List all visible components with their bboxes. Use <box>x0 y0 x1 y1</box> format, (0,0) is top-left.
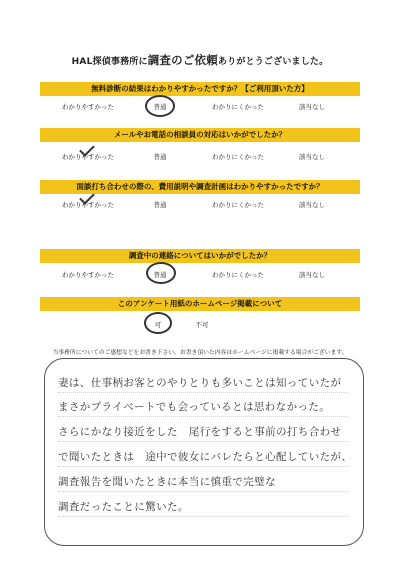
question-1: 無料診断の結果はわかりやすかったですか？【ご利用頂いた方】 <box>40 82 360 96</box>
question-5: このアンケート用紙のホームページ掲載について <box>40 297 360 311</box>
title-prefix: HAL探偵事務所に <box>71 57 148 67</box>
option-easy[interactable]: わかりやすかった <box>62 271 114 279</box>
question-3-options <box>40 200 360 212</box>
question-4-options <box>40 270 360 282</box>
question-4: 調査中の連絡についてはいかがでしたか？ <box>40 249 360 263</box>
comment-line-2: まさかプライベートでも会っているとは思わなかった。 <box>58 401 331 413</box>
option-na[interactable]: 該当なし <box>299 153 325 161</box>
ruled-line <box>58 416 348 417</box>
question-1-options <box>40 102 360 114</box>
option-normal[interactable]: 普通 <box>153 271 167 279</box>
option-no[interactable]: 不可 <box>195 321 209 329</box>
comment-line-3: さらにかなり接近をした 尾行をすると事前の打ち合わせ <box>58 426 342 438</box>
comment-line-5: 調査報告を聞いたときに本当に慎重で完璧な <box>58 476 276 488</box>
ruled-line <box>58 441 348 442</box>
title-suffix: ありがとうございました。 <box>217 57 329 67</box>
question-2-options <box>40 152 360 164</box>
option-normal[interactable]: 普通 <box>153 103 167 111</box>
selected-circle <box>145 95 175 117</box>
option-hard[interactable]: わかりにくかった <box>212 271 264 279</box>
question-2: メールやお電話の相談員の対応はいかがでしたか？ <box>40 128 360 142</box>
selected-circle <box>146 262 176 284</box>
option-hard[interactable]: わかりにくかった <box>212 201 264 209</box>
option-hard[interactable]: わかりにくかった <box>212 103 264 111</box>
option-normal[interactable]: 普通 <box>153 201 167 209</box>
option-easy[interactable]: わかりやすかった <box>62 103 114 111</box>
comment-line-1: 妻は、仕事柄お客とのやりとりも多いことは知っていたが <box>58 377 342 389</box>
comment-line-4: で聞いたときは 途中で彼女にバレたらと心配していたが、 <box>58 451 353 463</box>
option-easy[interactable]: わかりやすかった <box>62 201 114 209</box>
option-hard[interactable]: わかりにくかった <box>212 153 264 161</box>
option-easy[interactable]: わかりやすかった <box>62 153 114 161</box>
ruled-line <box>58 516 348 517</box>
option-yes[interactable]: 可 <box>154 321 162 329</box>
comment-line-6: 調査だったことに驚いた。 <box>58 501 189 513</box>
comment-instructions: 当事務所についてのご感想などをお書き下さい。お書き頂いた内容はホームページに掲載する場合がございます。 <box>52 350 348 356</box>
option-na[interactable]: 該当なし <box>299 271 325 279</box>
question-5-options <box>40 320 360 332</box>
selected-circle <box>144 312 172 334</box>
question-3: 面談打ち合わせの際の、費用説明や調査計画はわかりやすかったですか？ <box>40 180 360 194</box>
option-na[interactable]: 該当なし <box>299 201 325 209</box>
title-big: 調査のご依頼 <box>147 53 218 67</box>
option-normal[interactable]: 普通 <box>153 153 167 161</box>
ruled-line <box>58 491 348 492</box>
option-na[interactable]: 該当なし <box>299 103 325 111</box>
ruled-line <box>58 466 348 467</box>
ruled-line <box>58 392 348 393</box>
page-title <box>0 52 400 68</box>
